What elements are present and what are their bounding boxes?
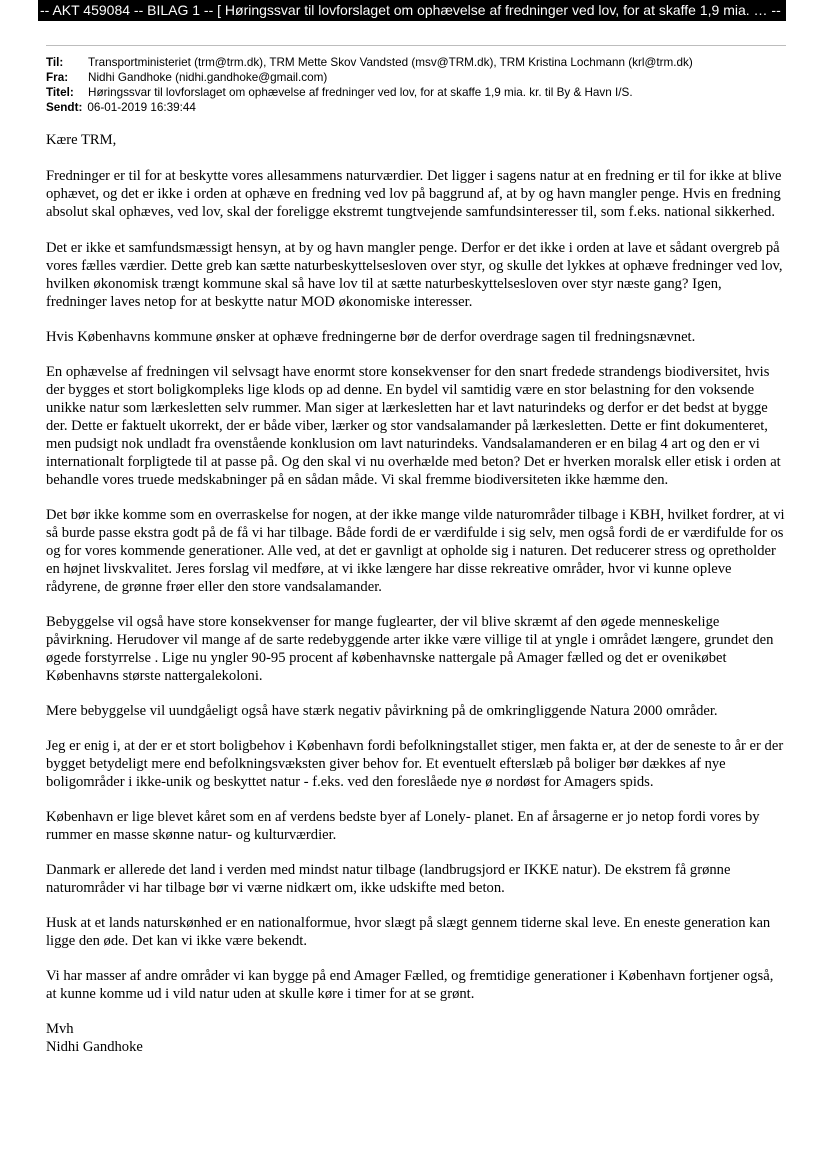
letter-body — [46, 131, 786, 1056]
paragraph: Husk at et lands naturskønhed er en nationalformue, hvor slægt på slægt gennem tiderne skal leve. En eneste generation kan ligge den øde. Det kan vi ikke være bekendt. — [46, 915, 771, 949]
sent-row — [46, 100, 786, 115]
subject-row — [46, 85, 786, 100]
paragraph: Fredninger er til for at beskytte vores allesammens naturværdier. Det ligger i sagens natur at en fredning er til for ikke at blive ophævet, og det er ikke i orden at ophæve en fredning ved lov på baggrund af, at by og havn mangler penge. Hvis en fredning absolut skal ophæves, ved lov, skal der foreligge ekstremt tungtvejende samfundsinteresser til, som f.eks. national sikkerhed. — [46, 168, 782, 220]
from-row — [46, 70, 786, 85]
paragraph: En ophævelse af fredningen vil selvsagt have enormt store konsekvenser for den snart fredede strandengs biodiversitet, hvis der bygges et stort boligkompleks lige klods op ad denne. En bydel vil samtidig være en stor belastning for den voksende unikke natur som lærkesletten selv rummer. Man siger at lærkesletten har et lavt naturindeks og derfor er det bedst at bygge der. Dette er faktuelt ukorrekt, der er både viber, lærker og stor vandsalamander på lærkesletten. Dette er fint dokumenteret, men pudsigt nok undladt fra ovenstående konklusion om lavt naturindeks. Vandsalamanderen er en bilag 4 art og den er vi internationalt forpligtede til at passe på. Og den skal vi nu overhælde med beton? Det er hverken moralsk eller etisk i orden at behandle vores truede medskabninger på en sådan måde. Vi skal fremme biodiversiteten ikke hæmme den. — [46, 364, 781, 488]
paragraph: Hvis Københavns kommune ønsker at ophæve fredningerne bør de derfor overdrage sagen til fredningsnævnet. — [46, 329, 696, 345]
signature: Nidhi Gandhoke — [46, 1039, 143, 1055]
banner-text: -- AKT 459084 -- BILAG 1 -- [ Høringssvar til lovforslaget om ophævelse af fredninger ved lov, for at skaffe 1,9 mia. … -- — [40, 2, 781, 18]
paragraph: Jeg er enig i, at der er et stort boligbehov i København fordi befolkningstallet stiger, men fakta er, at der de seneste to år er der bygget betydeligt mere end befolkningsvæksten giver behov for. Et eventuelt efterslæb på boliger bør dækkes af nye boligområder i ikke-unik og beskyttet natur - f.eks. ved den foreslåede nye ø nordøst for Amagers spids. — [46, 738, 784, 790]
from-value: Nidhi Gandhoke (nidhi.gandhoke@gmail.com) — [88, 71, 328, 84]
to-row — [46, 55, 786, 70]
subject-label: Titel: — [46, 86, 74, 99]
to-label: Til: — [46, 56, 64, 69]
paragraph: Vi har masser af andre områder vi kan bygge på end Amager Fælled, og fremtidige generationer i København fortjener også, at kunne komme ud i vild natur uden at skulle køre i timer for at se grønt. — [46, 968, 774, 1002]
closing: Mvh — [46, 1021, 74, 1037]
subject-value: Høringssvar til lovforslaget om ophævelse af fredninger ved lov, for at skaffe 1,9 mia. kr. til By & Havn I/S. — [88, 86, 633, 99]
document-banner — [38, 0, 786, 21]
sent-value: 06-01-2019 16:39:44 — [87, 101, 196, 114]
header-divider — [46, 45, 786, 46]
paragraph: Bebyggelse vil også have store konsekvenser for mange fuglearter, der vil blive skræmt af den øgede menneskelige påvirkning. Herudover vil mange af de sarte redebyggende arter ikke være villige til at yngle i området længere, grundet den øgede forstyrrelse . Lige nu yngler 90-95 procent af københavnske nattergale på Amager fælled og det er ovenikøbet Københavns største nattergalekoloni. — [46, 614, 774, 684]
email-header — [46, 55, 786, 115]
paragraph: Mere bebyggelse vil uundgåeligt også have stærk negativ påvirkning på de omkringliggende Natura 2000 områder. — [46, 703, 718, 719]
paragraph: Det bør ikke komme som en overraskelse for nogen, at der ikke mange vilde naturområder tilbage i KBH, hvilket fordrer, at vi så burde passe ekstra godt på de få vi har tilbage. Både fordi de er værdifulde i sig selv, men også fordi de er værdifulde for os og for vores kommende generationer. Alle ved, at det er gavnligt at opholde sig i naturen. Det reducerer stress og opretholder en højnet livskvalitet. Jeres forslag vil medføre, at vi ikke længere har disse rekreative områder, hvor vi kunne opleve rådyrene, de grønne frøer eller den store vandsalamander. — [46, 507, 785, 595]
paragraph: Det er ikke et samfundsmæssigt hensyn, at by og havn mangler penge. Derfor er det ikke i orden at lave et sådant overgreb på vores fælles værdier. Dette greb kan sætte naturbeskyttelsesloven over styr, og skulle det lykkes at ophæve fredninger ved lov, hvilken økonomisk trængt kommune skal så have lov til at sætte naturbeskyttelsesloven over styr næste gang? Igen, fredninger laves netop for at beskytte natur MOD økonomiske interesser. — [46, 240, 783, 310]
greeting: Kære TRM, — [46, 132, 117, 148]
paragraph: Danmark er allerede det land i verden med mindst natur tilbage (landbrugsjord er IKKE natur). De ekstrem få grønne naturområder vi har tilbage bør vi værne nidkært om, ikke udskifte med beton. — [46, 862, 731, 896]
paragraph: København er lige blevet kåret som en af verdens bedste byer af Lonely- planet. En af årsagerne er jo netop fordi vores by rummer en masse skønne natur- og kulturværdier. — [46, 809, 760, 843]
sent-label: Sendt: — [46, 101, 83, 114]
to-value: Transportministeriet (trm@trm.dk), TRM Mette Skov Vandsted (msv@TRM.dk), TRM Kristina Lochmann (krl@trm.dk) — [88, 56, 693, 69]
from-label: Fra: — [46, 71, 69, 84]
